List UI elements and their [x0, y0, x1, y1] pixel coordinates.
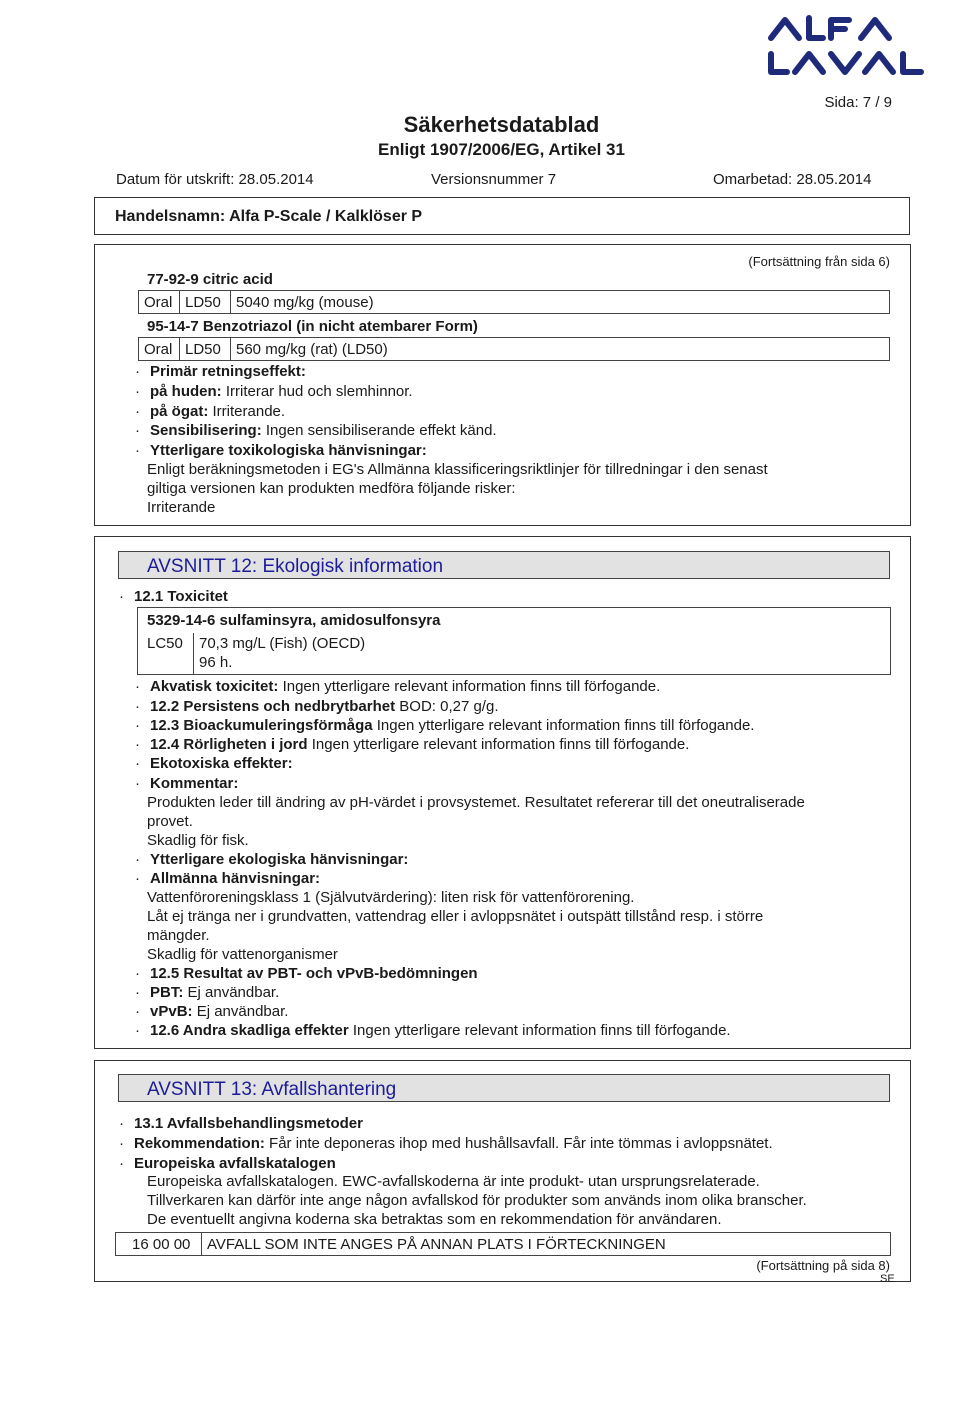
comment-text-3: Skadlig för fisk. — [147, 832, 249, 849]
other-effects: · 12.6 Andra skadliga effekter Ingen ytterligare relevant information finns till förfogande. — [135, 1022, 731, 1039]
route-cell: Oral — [139, 338, 180, 361]
lc50-time: 96 h. — [199, 654, 233, 671]
section-13-box — [94, 1060, 911, 1282]
waste-description: AVFALL SOM INTE ANGES PÅ ANNAN PLATS I FÖRTECKNINGEN — [202, 1233, 891, 1256]
further-tox-text-2: giltiga versionen kan produkten medföra följande risker: — [147, 480, 516, 497]
general-text-3: mängder. — [147, 927, 210, 944]
general-text-2: Låt ej tränga ner i grundvatten, vattendrag eller i avloppsnätet i outspätt tillstånd resp. i större — [147, 908, 764, 925]
skin-effect: · på huden: Irriterar hud och slemhinnor. — [135, 383, 413, 400]
further-tox-text: Enligt beräkningsmetoden i EG's Allmänna klassificeringsriktlinjer för tillredningar i den senast — [147, 461, 768, 478]
section-11-box — [94, 244, 911, 526]
substance-2-table — [138, 337, 890, 361]
vpvb-value: · vPvB: Ej användbar. — [135, 1003, 289, 1020]
general-text-1: Vattenföroreningsklass 1 (Självutvärdering): liten risk för vattenförorening. — [147, 889, 635, 906]
page-number: Sida: 7 / 9 — [824, 94, 892, 111]
comment-heading: · Kommentar: — [135, 775, 239, 792]
section-12-heading: AVSNITT 12: Ekologisk information — [118, 551, 890, 579]
further-tox-heading: · Ytterligare toxikologiska hänvisningar: — [135, 442, 427, 459]
route-cell: Oral — [139, 291, 180, 314]
type-cell: LD50 — [180, 338, 231, 361]
persistence: · 12.2 Persistens och nedbrytbarhet BOD: 0,27 g/g. — [135, 698, 499, 715]
general-text-4: Skadlig för vattenorganismer — [147, 946, 338, 963]
eye-effect: · på ögat: Irriterande. — [135, 403, 286, 420]
continued-from: (Fortsättning från sida 6) — [748, 254, 890, 269]
lc50-label: LC50 — [147, 635, 183, 652]
waste-code-table — [115, 1232, 891, 1256]
value-cell: 560 mg/kg (rat) (LD50) — [231, 338, 890, 361]
print-date: Datum för utskrift: 28.05.2014 — [116, 171, 314, 188]
sensitization: · Sensibilisering: Ingen sensibiliserande effekt känd. — [135, 422, 497, 439]
revised-date: Omarbetad: 28.05.2014 — [713, 171, 872, 188]
general-heading: · Allmänna hänvisningar: — [135, 870, 321, 887]
recommendation: · Rekommendation: Får inte deponeras ihop med hushållsavfall. Får inte tömmas i avloppsnätet. — [119, 1135, 773, 1152]
catalogue-text-2: Tillverkaren kan därför inte ange någon avfallskod för produkter som används inom olika branscher. — [147, 1192, 807, 1209]
comment-text-2: provet. — [147, 813, 193, 830]
pbt-value: · PBT: Ej användbar. — [135, 984, 280, 1001]
lc50-value: 70,3 mg/L (Fish) (OECD) — [199, 635, 366, 652]
comment-text-1: Produkten leder till ändring av pH-värdet i provsystemet. Resultatet refererar till det oneutraliserade — [147, 794, 805, 811]
section-13-heading: AVSNITT 13: Avfallshantering — [118, 1074, 890, 1102]
toxicity-substance: 5329-14-6 sulfaminsyra, amidosulfonsyra — [147, 612, 441, 629]
toxicity-heading: · 12.1 Toxicitet — [119, 588, 228, 605]
waste-code: 16 00 00 — [116, 1233, 202, 1256]
version-number: Versionsnummer 7 — [431, 171, 557, 188]
document-subtitle: Enligt 1907/2006/EG, Artikel 31 — [378, 140, 625, 159]
catalogue-heading: · Europeiska avfallskatalogen — [119, 1155, 336, 1172]
value-cell: 5040 mg/kg (mouse) — [231, 291, 890, 314]
further-tox-text-3: Irriterande — [147, 499, 216, 516]
document-title: Säkerhetsdatablad — [403, 112, 600, 137]
soil-mobility: · 12.4 Rörligheten i jord Ingen ytterligare relevant information finns till förfogande. — [135, 736, 690, 753]
language-code: SE — [880, 1273, 895, 1285]
catalogue-text-1: Europeiska avfallskatalogen. EWC-avfallskoderna är inte produkt- utan ursprungsrelaterade. — [147, 1173, 760, 1190]
lc50-divider — [193, 633, 194, 675]
bioaccumulation: · 12.3 Bioackumuleringsförmåga Ingen ytterligare relevant information finns till förfogande. — [135, 717, 755, 734]
type-cell: LD50 — [180, 291, 231, 314]
pbt-heading: · 12.5 Resultat av PBT- och vPvB-bedömningen — [135, 965, 478, 982]
aquatic-toxicity: · Akvatisk toxicitet: Ingen ytterligare relevant information finns till förfogande. — [135, 678, 661, 695]
catalogue-text-3: De eventuellt angivna koderna ska betraktas som en rekommendation för användaren. — [147, 1211, 722, 1228]
continued-to: (Fortsättning på sida 8) — [756, 1258, 890, 1273]
section-12-box — [94, 536, 911, 1049]
substance-1-name: 77-92-9 citric acid — [147, 271, 273, 288]
primary-effect: · Primär retningseffekt: — [135, 363, 306, 380]
waste-methods-heading: · 13.1 Avfallsbehandlingsmetoder — [119, 1115, 363, 1132]
substance-1-table — [138, 290, 890, 314]
ecotox-effects: · Ekotoxiska effekter: — [135, 755, 293, 772]
trade-name: Handelsnamn: Alfa P-Scale / Kalklöser P — [94, 197, 910, 235]
further-eco-heading: · Ytterligare ekologiska hänvisningar: — [135, 851, 409, 868]
substance-2-name: 95-14-7 Benzotriazol (in nicht atembarer Form) — [147, 318, 478, 335]
alfa-laval-logo — [765, 14, 935, 76]
